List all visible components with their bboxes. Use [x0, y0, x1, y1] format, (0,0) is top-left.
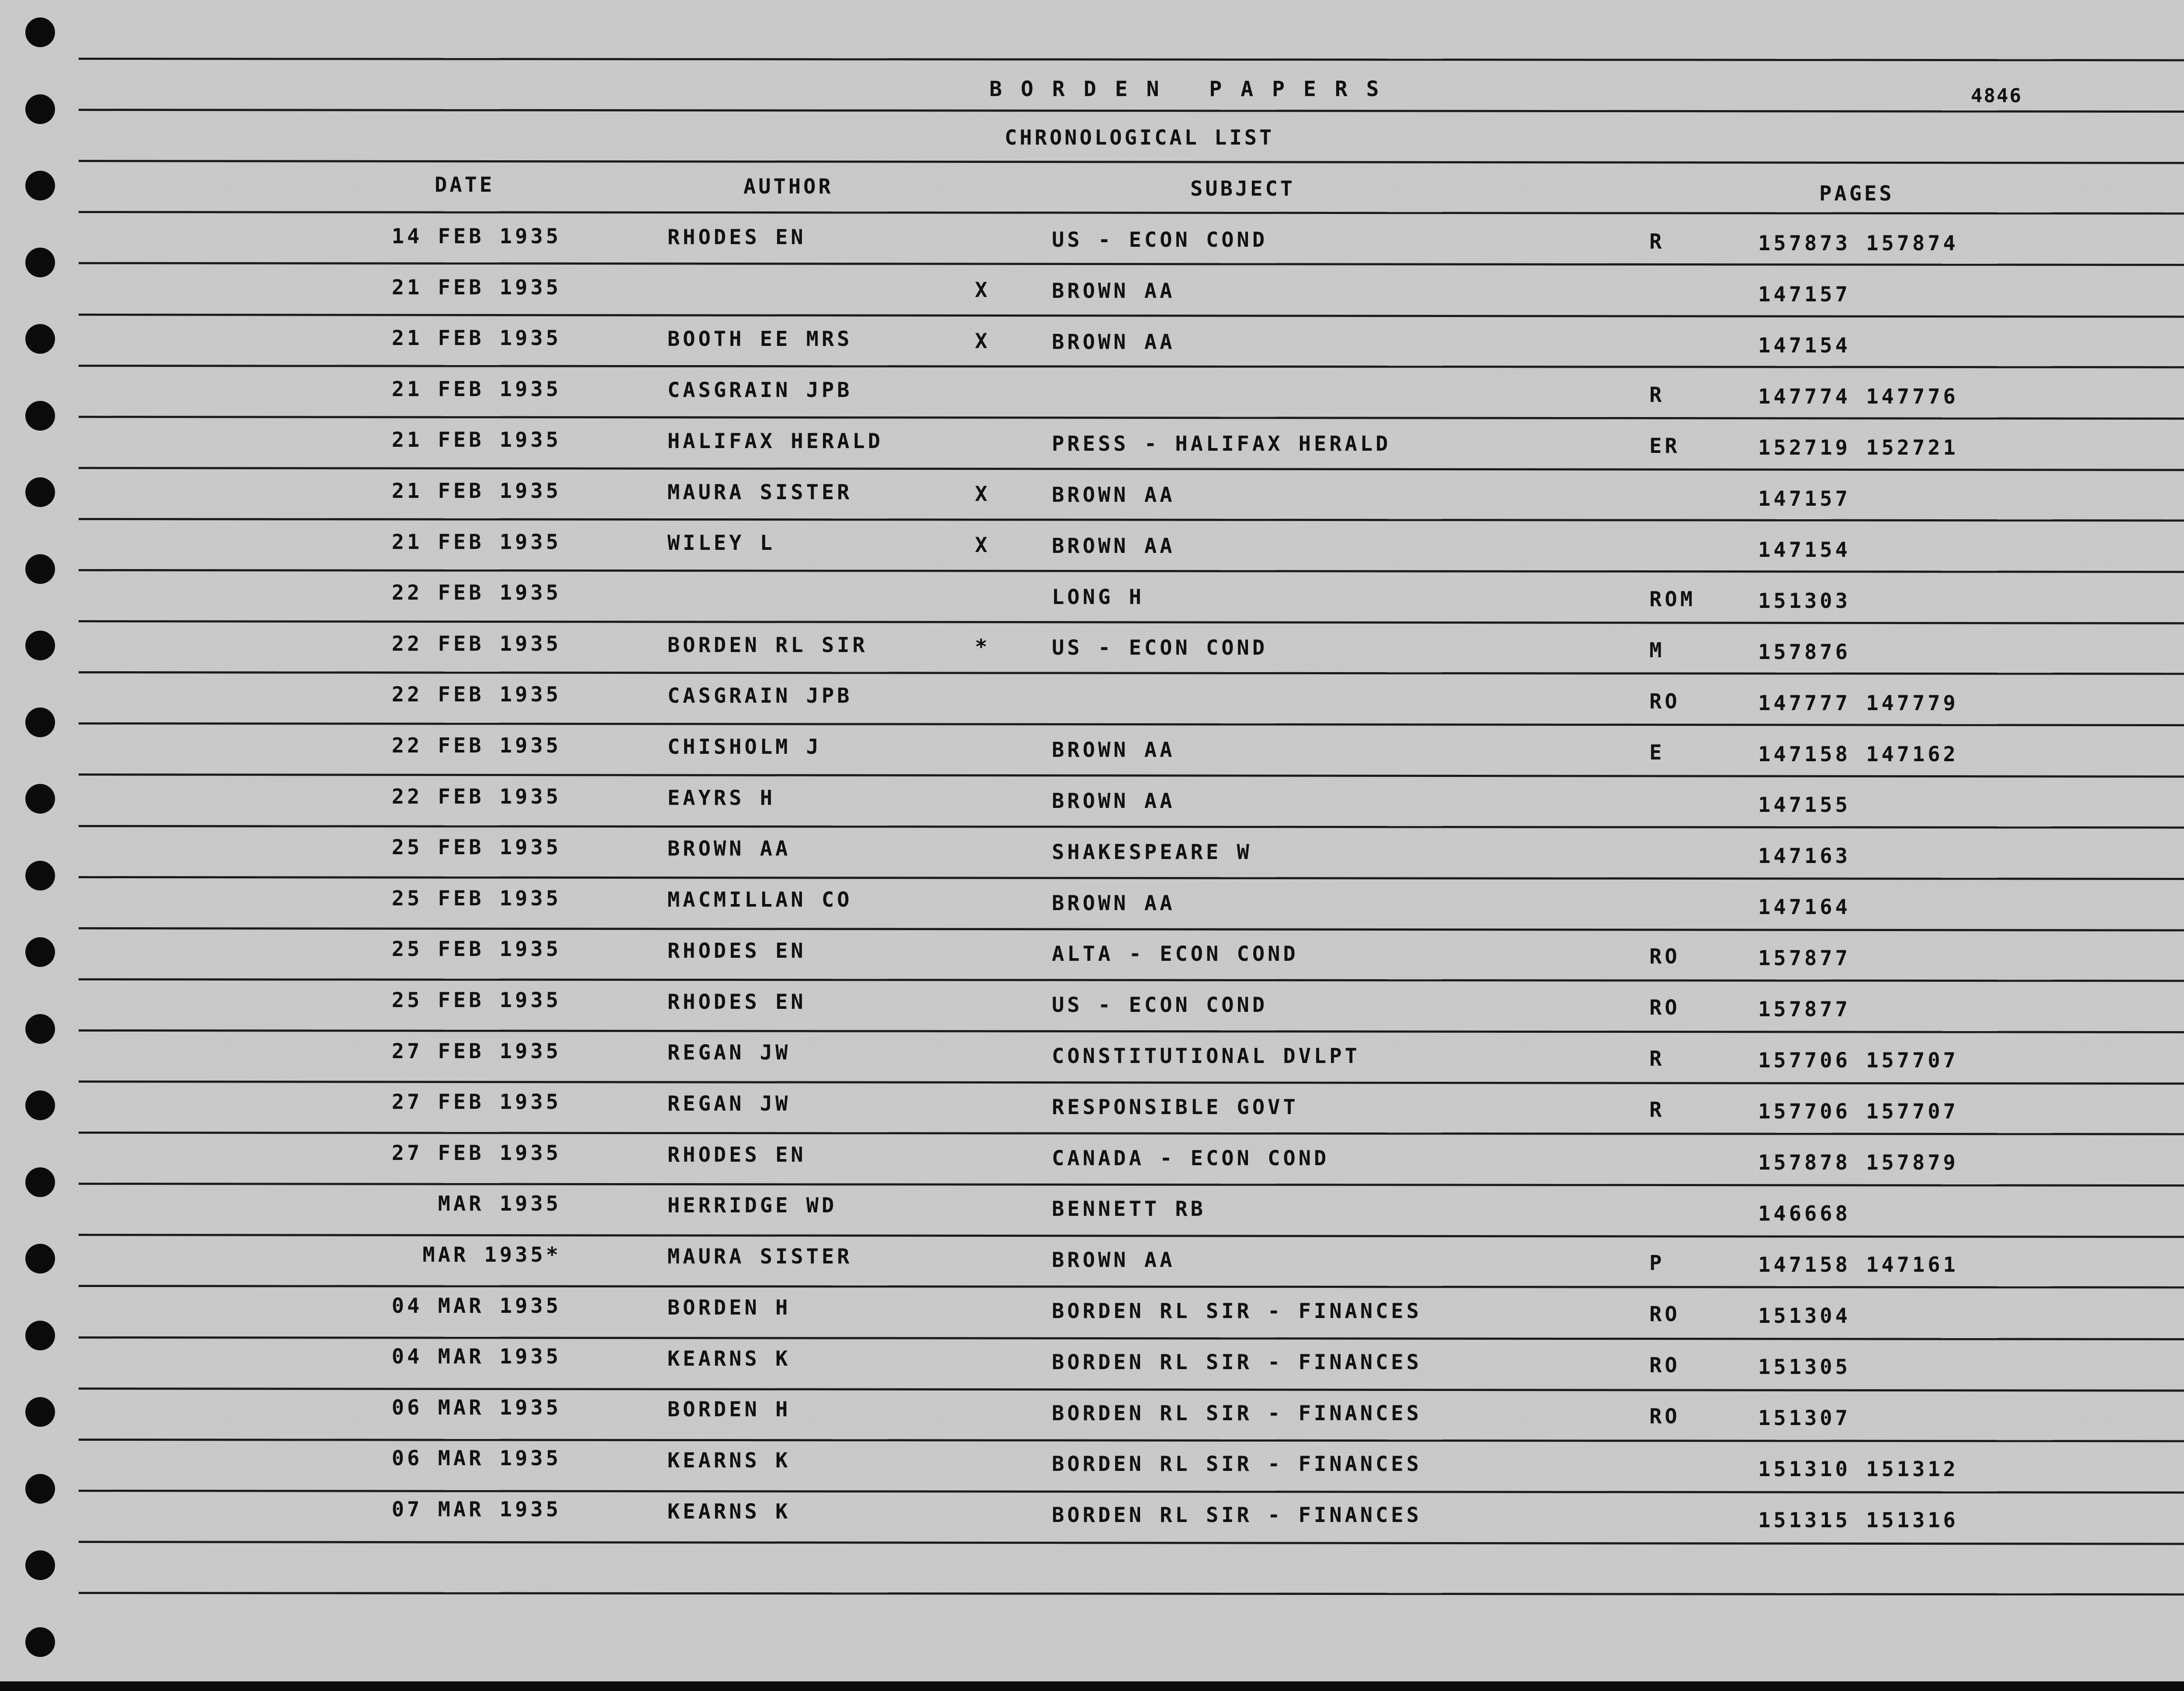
column-header-author: AUTHOR: [743, 175, 833, 199]
ruled-line: [79, 416, 2184, 420]
cell-date: 25 FEB 1935: [391, 988, 561, 1012]
cell-mark: X: [975, 329, 991, 353]
cell-author: BORDEN H: [667, 1296, 791, 1320]
cell-subject: ALTA - ECON COND: [1052, 942, 1299, 966]
cell-subject: BORDEN RL SIR - FINANCES: [1052, 1401, 1422, 1425]
cell-author: CASGRAIN JPB: [667, 684, 853, 708]
cell-pages: 147164: [1758, 895, 1851, 919]
cell-mark: X: [975, 533, 991, 557]
cell-author: REGAN JW: [667, 1092, 791, 1116]
cell-date: 25 FEB 1935: [391, 887, 561, 911]
cell-subject: BENNETT RB: [1052, 1197, 1206, 1221]
cell-date: 14 FEB 1935: [391, 224, 561, 248]
cell-pages: 147158 147161: [1758, 1253, 1959, 1277]
cell-code: RO: [1649, 1302, 1680, 1326]
tractor-feed-hole-left: [25, 1397, 55, 1427]
ruled-line: [79, 1541, 2184, 1545]
cell-date: 27 FEB 1935: [391, 1039, 561, 1063]
ruled-line: [79, 1490, 2184, 1494]
cell-pages: 157876: [1758, 640, 1851, 664]
cell-pages: 147155: [1758, 793, 1851, 817]
cell-code: E: [1649, 741, 1665, 765]
ruled-line: [79, 620, 2184, 625]
cell-date: 21 FEB 1935: [391, 276, 561, 300]
ruled-line: [79, 314, 2184, 318]
cell-subject: CONSTITUTIONAL DVLPT: [1052, 1044, 1360, 1068]
ruled-line: [79, 1080, 2184, 1085]
cell-pages: 151304: [1758, 1304, 1851, 1328]
cell-subject: RESPONSIBLE GOVT: [1052, 1095, 1299, 1119]
cell-author: MAURA SISTER: [667, 1245, 853, 1269]
cell-author: HERRIDGE WD: [667, 1194, 837, 1218]
ruled-line: [79, 1234, 2184, 1238]
tractor-feed-hole-left: [25, 171, 55, 200]
ruled-line: [79, 211, 2184, 214]
cell-author: MAURA SISTER: [667, 480, 853, 504]
tractor-feed-hole-left: [25, 1244, 55, 1273]
ruled-line: [79, 160, 2184, 164]
cell-subject: BROWN AA: [1052, 738, 1175, 762]
tractor-feed-hole-left: [25, 1014, 55, 1044]
cell-pages: 157706 157707: [1758, 1049, 1959, 1073]
tractor-feed-hole-left: [25, 707, 55, 737]
ruled-line: [79, 1183, 2184, 1187]
cell-subject: US - ECON COND: [1052, 636, 1268, 660]
cell-code: R: [1649, 1047, 1665, 1071]
cell-author: KEARNS K: [667, 1347, 791, 1371]
cell-pages: 151303: [1758, 589, 1851, 613]
ruled-line: [79, 109, 2184, 113]
cell-date: 25 FEB 1935: [391, 937, 561, 961]
tractor-feed-hole-left: [25, 861, 55, 890]
cell-pages: 147154: [1758, 334, 1851, 358]
cell-code: R: [1649, 230, 1665, 254]
cell-pages: 152719 152721: [1758, 436, 1959, 460]
cell-date: 04 MAR 1935: [391, 1294, 561, 1318]
ruled-line: [79, 1029, 2184, 1033]
tractor-feed-hole-left: [25, 937, 55, 967]
cell-pages: 147158 147162: [1758, 742, 1959, 766]
cell-pages: 151315 151316: [1758, 1508, 1959, 1532]
cell-date: 21 FEB 1935: [391, 377, 561, 401]
cell-code: R: [1649, 1098, 1665, 1122]
tractor-feed-hole-left: [25, 1321, 55, 1350]
cell-date: 22 FEB 1935: [391, 785, 561, 809]
cell-code: P: [1649, 1251, 1665, 1275]
tractor-feed-hole-left: [25, 784, 55, 814]
tractor-feed-hole-left: [25, 1091, 55, 1120]
tractor-feed-hole-left: [25, 554, 55, 584]
ruled-line: [79, 1132, 2184, 1135]
bottom-edge: [0, 1681, 2184, 1691]
tractor-feed-hole-left: [25, 477, 55, 507]
cell-code: RO: [1649, 1353, 1680, 1377]
ruled-line: [79, 1285, 2184, 1288]
cell-date: 22 FEB 1935: [391, 683, 561, 707]
cell-code: R: [1649, 383, 1665, 407]
cell-date: 06 MAR 1935: [391, 1396, 561, 1420]
ruled-line: [79, 1439, 2184, 1442]
cell-date: 27 FEB 1935: [391, 1090, 561, 1114]
cell-subject: BROWN AA: [1052, 891, 1175, 915]
cell-date: 07 MAR 1935: [391, 1498, 561, 1522]
cell-pages: 157877: [1758, 997, 1851, 1022]
cell-pages: 157878 157879: [1758, 1151, 1959, 1175]
tractor-feed-hole-left: [25, 17, 55, 47]
cell-mark: *: [975, 635, 991, 659]
cell-code: RO: [1649, 690, 1680, 714]
cell-author: HALIFAX HERALD: [667, 429, 884, 453]
page-title: BORDEN PAPERS: [989, 77, 1398, 101]
cell-pages: 147774 147776: [1758, 385, 1959, 409]
cell-subject: BROWN AA: [1052, 1248, 1175, 1272]
tractor-feed-hole-left: [25, 1550, 55, 1580]
ruled-line: [79, 927, 2184, 932]
tractor-feed-hole-left: [25, 248, 55, 277]
cell-author: RHODES EN: [667, 1143, 806, 1167]
list-subtitle: CHRONOLOGICAL LIST: [1005, 126, 1275, 150]
ruled-line: [79, 569, 2184, 573]
cell-subject: PRESS - HALIFAX HERALD: [1052, 432, 1391, 456]
cell-code: RO: [1649, 945, 1680, 969]
column-header-pages: PAGES: [1819, 182, 1894, 206]
cell-author: EAYRS H: [667, 786, 776, 810]
cell-pages: 147777 147779: [1758, 691, 1959, 715]
cell-subject: CANADA - ECON COND: [1052, 1146, 1330, 1170]
cell-pages: 147157: [1758, 487, 1851, 511]
cell-subject: BROWN AA: [1052, 330, 1175, 354]
cell-subject: US - ECON COND: [1052, 993, 1268, 1017]
cell-date: MAR 1935*: [422, 1243, 561, 1267]
cell-author: RHODES EN: [667, 225, 806, 249]
cell-date: 21 FEB 1935: [391, 326, 561, 350]
cell-subject: BORDEN RL SIR - FINANCES: [1052, 1452, 1422, 1476]
cell-author: BORDEN RL SIR: [667, 633, 868, 657]
cell-subject: LONG H: [1052, 585, 1144, 609]
cell-author: WILEY L: [667, 531, 776, 555]
cell-pages: 151305: [1758, 1355, 1851, 1379]
cell-pages: 147163: [1758, 844, 1851, 868]
ruled-line: [79, 671, 2184, 675]
tractor-feed-hole-left: [25, 324, 55, 354]
cell-subject: BROWN AA: [1052, 534, 1175, 558]
cell-author: RHODES EN: [667, 990, 806, 1014]
cell-pages: 151307: [1758, 1406, 1851, 1430]
ruled-line: [79, 773, 2184, 778]
tractor-feed-hole-left: [25, 94, 55, 124]
cell-date: MAR 1935: [438, 1192, 561, 1216]
ruled-line: [79, 825, 2184, 828]
cell-author: REGAN JW: [667, 1041, 791, 1065]
cell-code: ER: [1649, 434, 1680, 458]
ruled-line: [79, 1592, 2184, 1595]
cell-date: 04 MAR 1935: [391, 1345, 561, 1369]
cell-subject: BROWN AA: [1052, 483, 1175, 507]
ruled-line: [79, 518, 2184, 521]
cell-code: RO: [1649, 996, 1680, 1020]
tractor-feed-hole-left: [25, 1167, 55, 1197]
cell-author: BROWN AA: [667, 837, 791, 861]
ruled-line: [79, 978, 2184, 982]
ruled-line: [79, 58, 2184, 61]
cell-code: M: [1649, 638, 1665, 663]
cell-pages: 157877: [1758, 946, 1851, 970]
cell-pages: 146668: [1758, 1202, 1851, 1226]
ruled-line: [79, 722, 2184, 726]
cell-author: BOOTH EE MRS: [667, 327, 853, 351]
cell-subject: BROWN AA: [1052, 279, 1175, 303]
cell-date: 22 FEB 1935: [391, 632, 561, 656]
cell-pages: 147157: [1758, 283, 1851, 307]
cell-pages: 157706 157707: [1758, 1100, 1959, 1124]
cell-date: 25 FEB 1935: [391, 835, 561, 859]
ruled-line: [79, 1387, 2184, 1392]
ruled-line: [79, 262, 2184, 266]
cell-author: RHODES EN: [667, 939, 806, 963]
cell-date: 27 FEB 1935: [391, 1141, 561, 1165]
cell-subject: BROWN AA: [1052, 789, 1175, 813]
cell-pages: 151310 151312: [1758, 1457, 1959, 1481]
cell-mark: X: [975, 278, 991, 302]
tractor-feed-hole-left: [25, 631, 55, 660]
tractor-feed-hole-left: [25, 1627, 55, 1657]
cell-date: 22 FEB 1935: [391, 581, 561, 605]
cell-pages: 147154: [1758, 538, 1851, 562]
cell-date: 21 FEB 1935: [391, 530, 561, 554]
cell-author: BORDEN H: [667, 1398, 791, 1422]
cell-subject: BORDEN RL SIR - FINANCES: [1052, 1299, 1422, 1323]
cell-date: 21 FEB 1935: [391, 428, 561, 452]
cell-code: RO: [1649, 1405, 1680, 1429]
cell-date: 21 FEB 1935: [391, 479, 561, 503]
column-header-date: DATE: [435, 173, 495, 197]
cell-date: 06 MAR 1935: [391, 1446, 561, 1470]
ruled-line: [79, 1336, 2184, 1340]
cell-subject: BORDEN RL SIR - FINANCES: [1052, 1503, 1422, 1527]
cell-mark: X: [975, 482, 991, 506]
cell-author: MACMILLAN CO: [667, 888, 853, 912]
cell-subject: SHAKESPEARE W: [1052, 840, 1252, 864]
page-number: 4846: [1971, 85, 2022, 107]
tractor-feed-hole-left: [25, 1474, 55, 1504]
column-header-subject: SUBJECT: [1190, 177, 1296, 201]
cell-code: ROM: [1649, 587, 1696, 611]
cell-author: CHISHOLM J: [667, 735, 822, 759]
tractor-feed-hole-left: [25, 401, 55, 431]
cell-date: 22 FEB 1935: [391, 734, 561, 758]
ruled-line: [79, 467, 2184, 471]
cell-subject: US - ECON COND: [1052, 228, 1268, 252]
ruled-line: [79, 365, 2184, 368]
cell-subject: BORDEN RL SIR - FINANCES: [1052, 1350, 1422, 1374]
cell-author: KEARNS K: [667, 1500, 791, 1524]
cell-author: KEARNS K: [667, 1449, 791, 1473]
ruled-line: [79, 876, 2184, 880]
cell-author: CASGRAIN JPB: [667, 378, 853, 402]
cell-pages: 157873 157874: [1758, 231, 1959, 255]
